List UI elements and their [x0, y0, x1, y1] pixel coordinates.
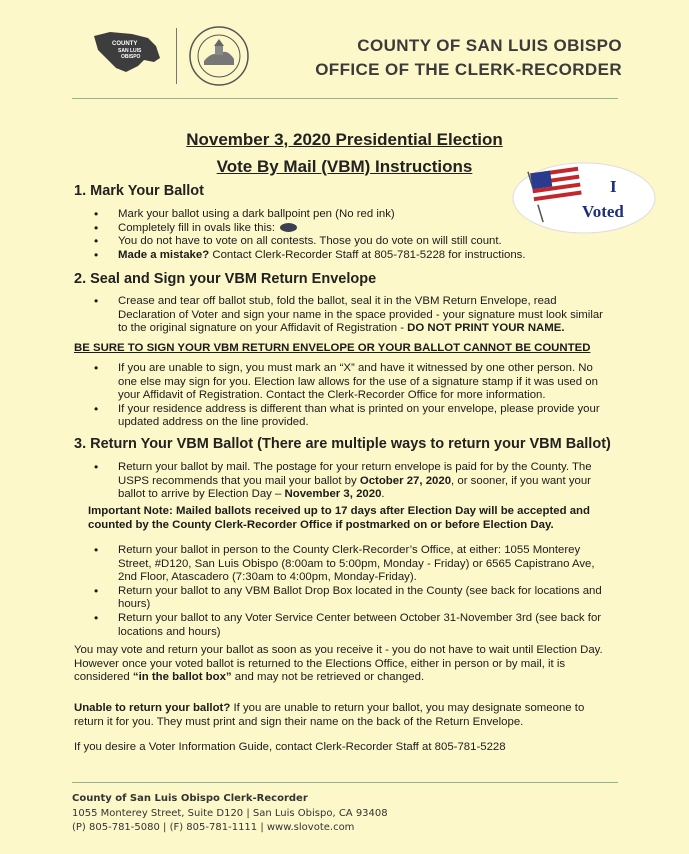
list-item: • Return your ballot to any Voter Service Center between October 31-November 3rd (see back for locations and hours): [74, 612, 614, 639]
county-map-logo: [92, 28, 162, 78]
filled-oval-example: [280, 223, 297, 232]
footer-org: County of San Luis Obispo Clerk-Recorder: [72, 793, 308, 804]
vote-early-paragraph: You may vote and return your ballot as soon as you receive it - you do not have to wait until Election Day. However once your voted ballot is returned to the Elections Office, either in person or by mail, it is considered “in the ballot box” and may not be retrieved or changed.: [74, 644, 603, 684]
section-1-list: [74, 208, 614, 262]
section-3-mail-list: [74, 461, 614, 502]
list-item: • Crease and tear off ballot stub, fold the ballot, seal it in the VBM Return Envelope, read Declaration of Voter and sign your name in the space provided - your signature must look similar to the original signature on your Affidavit of Registration - DO NOT PRINT YOUR NAME.: [74, 295, 614, 336]
svg-text:SAN LUIS: SAN LUIS: [118, 48, 142, 54]
section-3-heading: 3. Return Your VBM Ballot (There are multiple ways to return your VBM Ballot): [74, 436, 611, 452]
letterhead: [92, 22, 622, 92]
list-item: • Mark your ballot using a dark ballpoint pen (No red ink): [74, 208, 614, 222]
svg-text:COUNTY: COUNTY: [112, 41, 138, 47]
header-divider: [176, 28, 177, 84]
section-1-heading: 1. Mark Your Ballot: [74, 183, 204, 199]
list-item: • Return your ballot by mail. The postage for your return envelope is paid for by the County. The USPS recommends that you mail your ballot by October 27, 2020, or sooner, if you want your ballot to arrive by Election Day – November 3, 2020.: [74, 461, 614, 502]
list-item: • Return your ballot to any VBM Ballot Drop Box located in the County (see back for locations and hours): [74, 585, 614, 612]
office-name: [315, 34, 622, 82]
sticker-word-i: I: [610, 177, 617, 196]
list-item: • Made a mistake? Contact Clerk-Recorder Staff at 805-781-5228 for instructions.: [74, 249, 614, 263]
footer-address: 1055 Monterey Street, Suite D120 | San Luis Obispo, CA 93408: [72, 807, 388, 819]
section-2-list: [74, 295, 614, 336]
office-line-2: OFFICE OF THE CLERK-RECORDER: [315, 60, 622, 79]
important-note: Important Note: Mailed ballots received up to 17 days after Election Day will be accepted and counted by the County Clerk-Recorder Office if postmarked on or before Election Day.: [88, 505, 590, 531]
list-item: • You do not have to vote on all contests. Those you do vote on will still count.: [74, 235, 614, 249]
footer-contact: (P) 805-781-5080 | (F) 805-781-1111 | www.slovote.com: [72, 822, 355, 833]
warning-list: [74, 362, 614, 430]
list-item: • If you are unable to sign, you must mark an “X” and have it witnessed by one other person. No one else may sign for you. Election law allows for the use of a signature stamp if it was used on your Affidavit of Registration. Contact the Clerk-Recorder Office for more information.: [74, 362, 614, 403]
election-title: November 3, 2020 Presidential Election: [186, 130, 503, 149]
section-2-heading: 2. Seal and Sign your VBM Return Envelope: [74, 271, 377, 287]
office-line-1: COUNTY OF SAN LUIS OBISPO: [357, 36, 622, 55]
county-seal: [188, 25, 250, 87]
vbm-title: Vote By Mail (VBM) Instructions: [216, 157, 473, 176]
signature-warning: BE SURE TO SIGN YOUR VBM RETURN ENVELOPE OR YOUR BALLOT CANNOT BE COUNTED: [74, 342, 591, 354]
unable-paragraph: Unable to return your ballot? If you are unable to return your ballot, you may designate someone to return it for you. They must print and sign their name on the back of the Return Envelope.: [74, 702, 585, 728]
guide-paragraph: If you desire a Voter Information Guide, contact Clerk-Recorder Staff at 805-781-5228: [74, 741, 506, 753]
footer: [72, 792, 388, 836]
sticker-word-voted: Voted: [582, 202, 624, 221]
section-3-return-list: [74, 544, 614, 639]
footer-rule: [72, 782, 618, 783]
svg-text:OBISPO: OBISPO: [121, 54, 141, 60]
list-item: • Return your ballot in person to the County Clerk-Recorder’s Office, at either: 1055 Monterey Street, #D120, San Luis Obispo (8:00am to 5:00pm, Monday - Friday) or 6565 Capistrano Ave, 2nd Floor, Atascadero (7:30am to 4:00pm, Monday-Friday).: [74, 544, 614, 585]
header-rule: [72, 98, 618, 99]
list-item: • If your residence address is different than what is printed on your envelope, please provide your updated address on the line provided.: [74, 403, 614, 430]
list-item: • Completely fill in ovals like this:: [74, 222, 614, 236]
